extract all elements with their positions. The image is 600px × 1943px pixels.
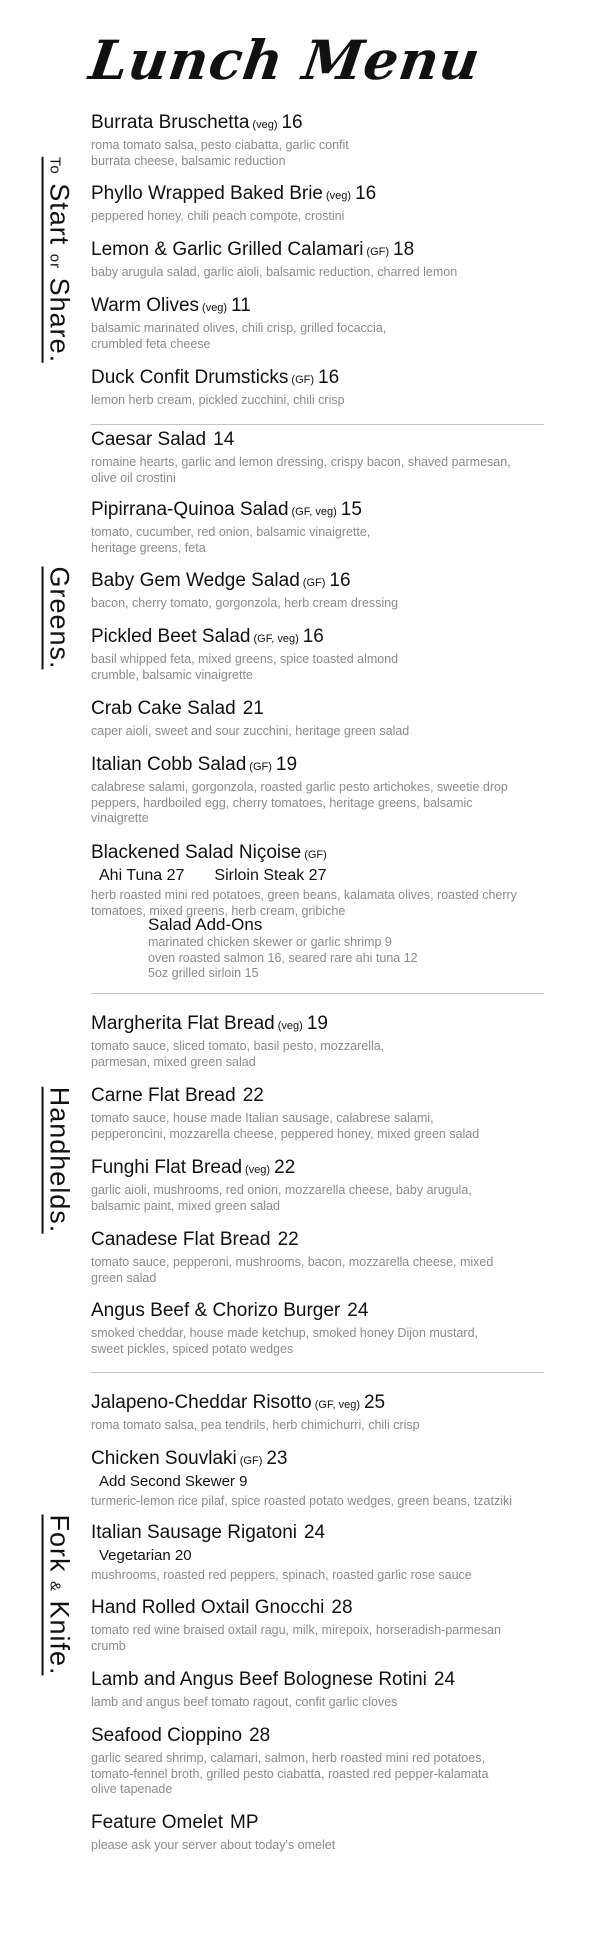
- menu-item: Lemon & Garlic Grilled Calamari (GF) 18 baby arugula salad, garlic aioli, balsamic reduction, charred lemon: [91, 239, 458, 279]
- menu-item: Margherita Flat Bread (veg) 19 tomato sauce, sliced tomato, basil pesto, mozzarella, parmesan, mixed green salad: [91, 1013, 385, 1069]
- salad-add-ons: Salad Add-Ons marinated chicken skewer or garlic shrimp 9 oven roasted salmon 16, seared rare ahi tuna 12 5oz grilled sirloin 15: [148, 915, 418, 980]
- menu-item: Funghi Flat Bread (veg) 22 garlic aioli, mushrooms, red onion, mozzarella cheese, baby arugula, balsamic paint, mixed green salad: [91, 1157, 472, 1213]
- menu-item: Blackened Salad Niçoise (GF) Ahi Tuna 27 Sirloin Steak 27 herb roasted mini red potatoes, green beans, kalamata olives, roasted cherry tomatoes, mixed greens, herb cream, gribiche: [91, 842, 571, 919]
- section-label-handhelds: Handhelds.: [41, 1087, 74, 1234]
- menu-item: Feature Omelet MP please ask your server about today's omelet: [91, 1812, 336, 1852]
- section-divider: [91, 424, 544, 425]
- section-label-greens: Greens.: [41, 566, 74, 669]
- menu-item: Pickled Beet Salad (GF, veg) 16 basil whipped feta, mixed greens, spice toasted almond crumble, balsamic vinaigrette: [91, 626, 399, 682]
- menu-item: Angus Beef & Chorizo Burger 24 smoked cheddar, house made ketchup, smoked honey Dijon mustard, sweet pickles, spiced potato wedges: [91, 1300, 479, 1356]
- menu-item: Burrata Bruschetta (veg) 16 roma tomato salsa, pesto ciabatta, garlic confit burrata cheese, balsamic reduction: [91, 112, 349, 168]
- nicoise-options: Ahi Tuna 27 Sirloin Steak 27: [99, 867, 327, 884]
- menu-item: Crab Cake Salad 21 caper aioli, sweet and sour zucchini, heritage green salad: [91, 698, 410, 738]
- section-divider: [91, 1372, 544, 1373]
- menu-item: Canadese Flat Bread 22 tomato sauce, pepperoni, mushrooms, bacon, mozzarella cheese, mixed green salad: [91, 1229, 494, 1285]
- menu-item: Italian Sausage Rigatoni 24 Vegetarian 20 mushrooms, roasted red peppers, spinach, roasted garlic rose sauce: [91, 1522, 472, 1582]
- menu-item: Seafood Cioppino 28 garlic seared shrimp, calamari, salmon, herb roasted mini red potatoes, tomato-fennel broth, grilled pesto ciabatta, roasted red pepper-kalamata olive tapenade: [91, 1725, 489, 1796]
- menu-item: Caesar Salad 14 romaine hearts, garlic and lemon dressing, crispy bacon, shaved parmesan, olive oil crostini: [91, 429, 511, 485]
- menu-item: Baby Gem Wedge Salad (GF) 16 bacon, cherry tomato, gorgonzola, herb cream dressing: [91, 570, 399, 610]
- section-divider: [91, 993, 544, 994]
- menu-item: Lamb and Angus Beef Bolognese Rotini 24 lamb and angus beef tomato ragout, confit garlic cloves: [91, 1669, 456, 1709]
- menu-title: Lunch Menu: [85, 28, 485, 92]
- section-label-fork-knife: Fork & Knife.: [41, 1514, 74, 1675]
- menu-item: Duck Confit Drumsticks (GF) 16 lemon herb cream, pickled zucchini, chili crisp: [91, 367, 345, 407]
- menu-item: Italian Cobb Salad (GF) 19 calabrese salami, gorgonzola, roasted garlic pesto artichokes, sweetie drop peppers, hardboiled egg, cherry tomatoes, heritage greens, balsamic vinaigrette: [91, 754, 508, 825]
- menu-item: Chicken Souvlaki (GF) 23 Add Second Skewer 9 turmeric-lemon rice pilaf, spice roasted potato wedges, green beans, tzatziki: [91, 1448, 513, 1508]
- section-label-start: To Start or Share.: [41, 157, 74, 363]
- menu-item: Carne Flat Bread 22 tomato sauce, house made Italian sausage, calabrese salami, pepperoncini, mozzarella cheese, peppered honey, mixed green salad: [91, 1085, 480, 1141]
- menu-item: Warm Olives (veg) 11 balsamic marinated olives, chili crisp, grilled focaccia, crumbled feta cheese: [91, 295, 387, 351]
- menu-item: Pipirrana-Quinoa Salad (GF, veg) 15 tomato, cucumber, red onion, balsamic vinaigrette, heritage greens, feta: [91, 499, 371, 555]
- menu-item: Jalapeno-Cheddar Risotto (GF, veg) 25 roma tomato salsa, pea tendrils, herb chimichurri, chili crisp: [91, 1392, 420, 1432]
- menu-item: Hand Rolled Oxtail Gnocchi 28 tomato red wine braised oxtail ragu, milk, mirepoix, horseradish-parmesan crumb: [91, 1597, 501, 1653]
- menu-item: Phyllo Wrapped Baked Brie (veg) 16 peppered honey, chili peach compote, crostini: [91, 183, 377, 223]
